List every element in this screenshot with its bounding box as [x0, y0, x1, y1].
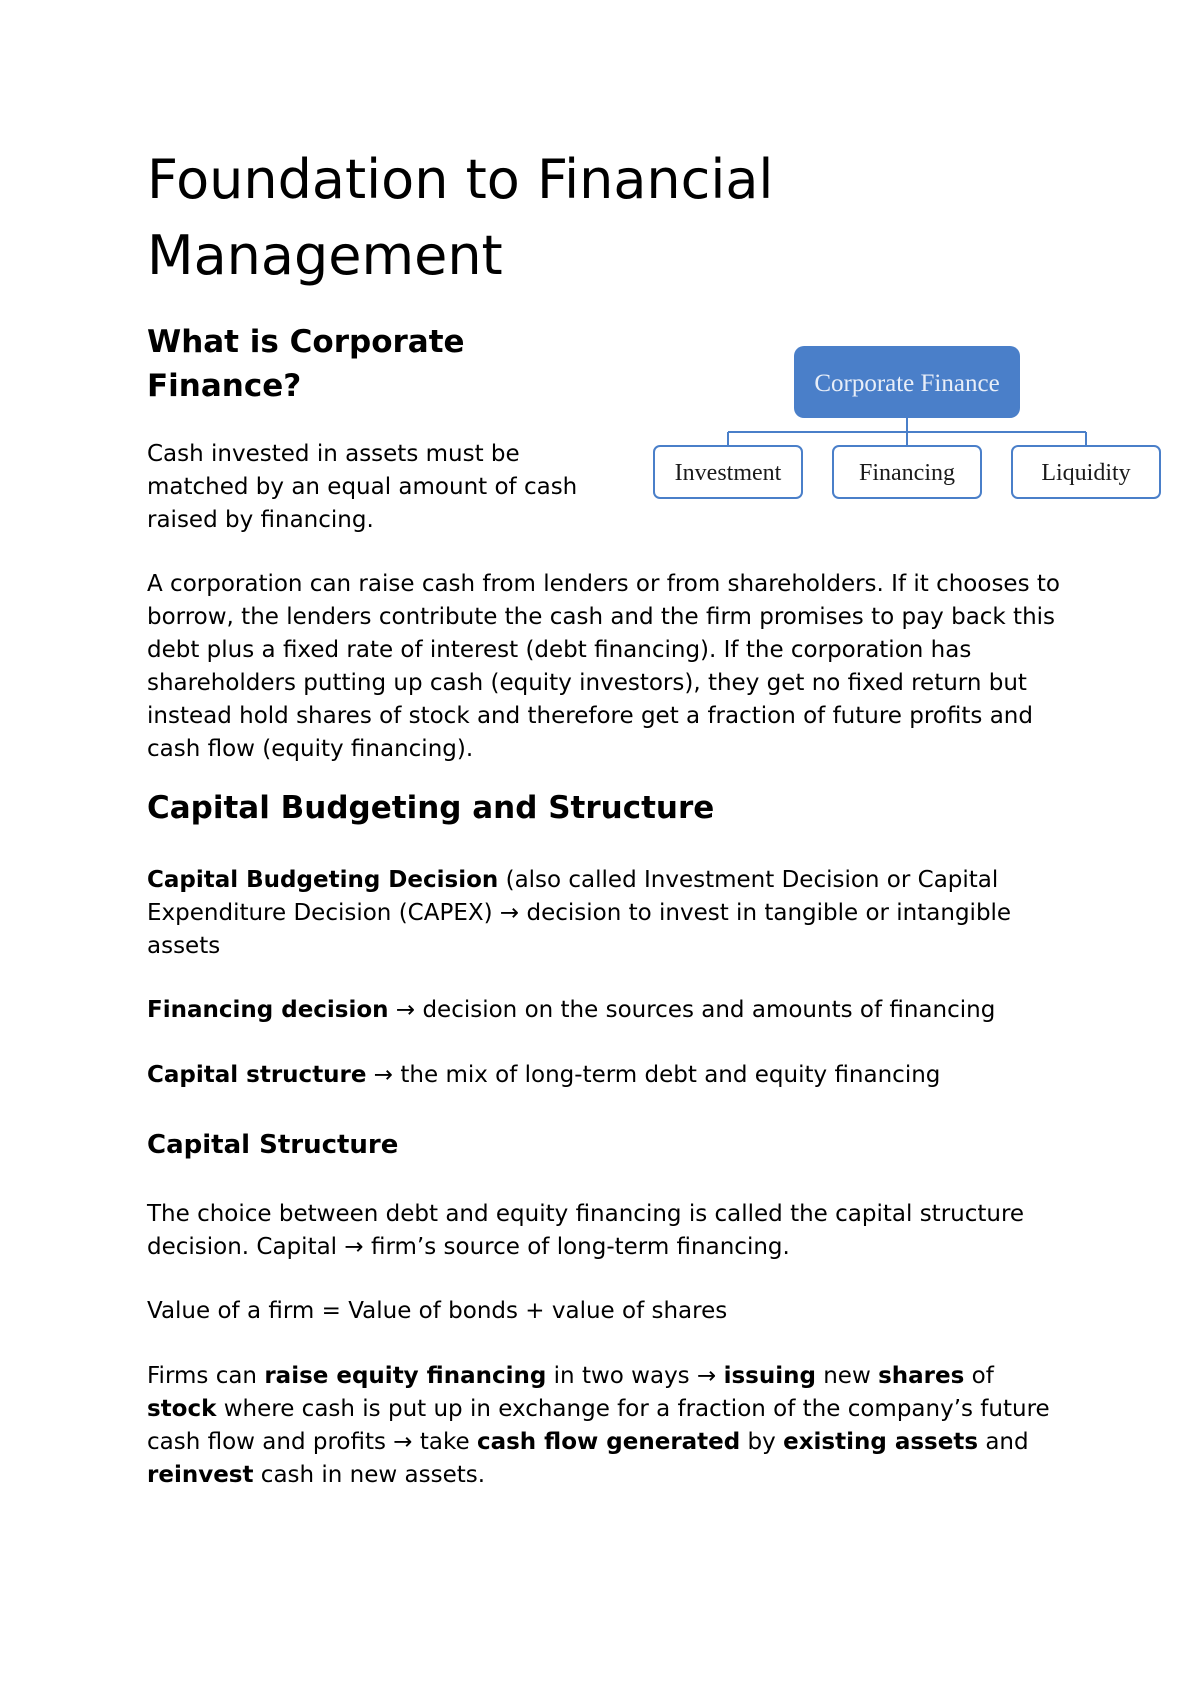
bold-run: stock — [147, 1396, 217, 1422]
diagram-node-liquidity — [1012, 446, 1160, 498]
definition-financing-decision — [147, 994, 1107, 1027]
bold-run: reinvest — [147, 1462, 254, 1488]
corporate-finance-diagram — [650, 342, 1170, 512]
heading-capital-structure: Capital Structure — [147, 1130, 399, 1160]
bold-run: shares — [878, 1363, 965, 1389]
text-run: new — [815, 1363, 879, 1389]
text-run: and — [978, 1429, 1029, 1455]
bold-run: raise equity financing — [264, 1363, 547, 1389]
definition-text: → decision on the sources and amounts of financing — [388, 997, 996, 1023]
diagram-node-root — [794, 346, 1020, 418]
diagram-root-label: Corporate Finance — [814, 370, 1000, 397]
text-run: in two ways → — [546, 1363, 724, 1389]
equity-financing-paragraph — [147, 1360, 1067, 1492]
definition-text: (also called Investment Decision or Capital Expenditure Decision (CAPEX) → decision to invest in tangible or intangible assets — [147, 867, 1012, 959]
text-run: cash in new assets. — [253, 1462, 486, 1488]
diagram-connectors — [728, 418, 1086, 446]
definition-capital-budgeting-decision — [147, 864, 1067, 963]
text-run: where cash is put up in exchange for a fraction of the company’s future cash flow and profits → take — [147, 1396, 1050, 1455]
term-financing-decision: Financing decision — [147, 997, 389, 1023]
heading-capital-budgeting-and-structure: Capital Budgeting and Structure — [147, 790, 715, 826]
heading-what-is-corporate-finance: What is Corporate Finance? — [147, 324, 465, 404]
text-run: Firms can — [147, 1363, 265, 1389]
bold-run: existing assets — [783, 1429, 979, 1455]
bold-run: issuing — [723, 1363, 816, 1389]
intro-paragraph: Cash invested in assets must be matched by an equal amount of cash raised by financing. — [147, 441, 578, 533]
diagram-node-investment — [654, 446, 802, 498]
term-capital-structure: Capital structure — [147, 1062, 367, 1088]
value-of-firm-formula: Value of a firm = Value of bonds + value of shares — [147, 1298, 728, 1324]
text-run: by — [740, 1429, 784, 1455]
diagram-child-financing: Financing — [859, 460, 955, 486]
definition-text: → the mix of long-term debt and equity financing — [366, 1062, 941, 1088]
corporation-financing-paragraph: A corporation can raise cash from lenders or from shareholders. If it chooses to borrow, the lenders contribute the cash and the firm promises to pay back this debt plus a fixed rate of interest (debt financing). If the corporation has shareholders putting up cash (equity investors), they get no fixed return but instead hold shares of stock and therefore get a fraction of future profits and cash flow (equity financing). — [147, 571, 1060, 762]
capital-structure-choice-paragraph: The choice between debt and equity financing is called the capital structure decision. Capital → firm’s source of long-term financing. — [147, 1201, 1025, 1260]
term-capital-budgeting-decision: Capital Budgeting Decision — [147, 867, 499, 893]
definition-capital-structure — [147, 1059, 1107, 1092]
text-run: of — [964, 1363, 994, 1389]
bold-run: cash flow generated — [476, 1429, 741, 1455]
diagram-node-financing — [833, 446, 981, 498]
document-title: Foundation to Financial Management — [147, 148, 774, 287]
diagram-child-liquidity: Liquidity — [1041, 460, 1131, 486]
diagram-child-investment: Investment — [674, 460, 782, 486]
